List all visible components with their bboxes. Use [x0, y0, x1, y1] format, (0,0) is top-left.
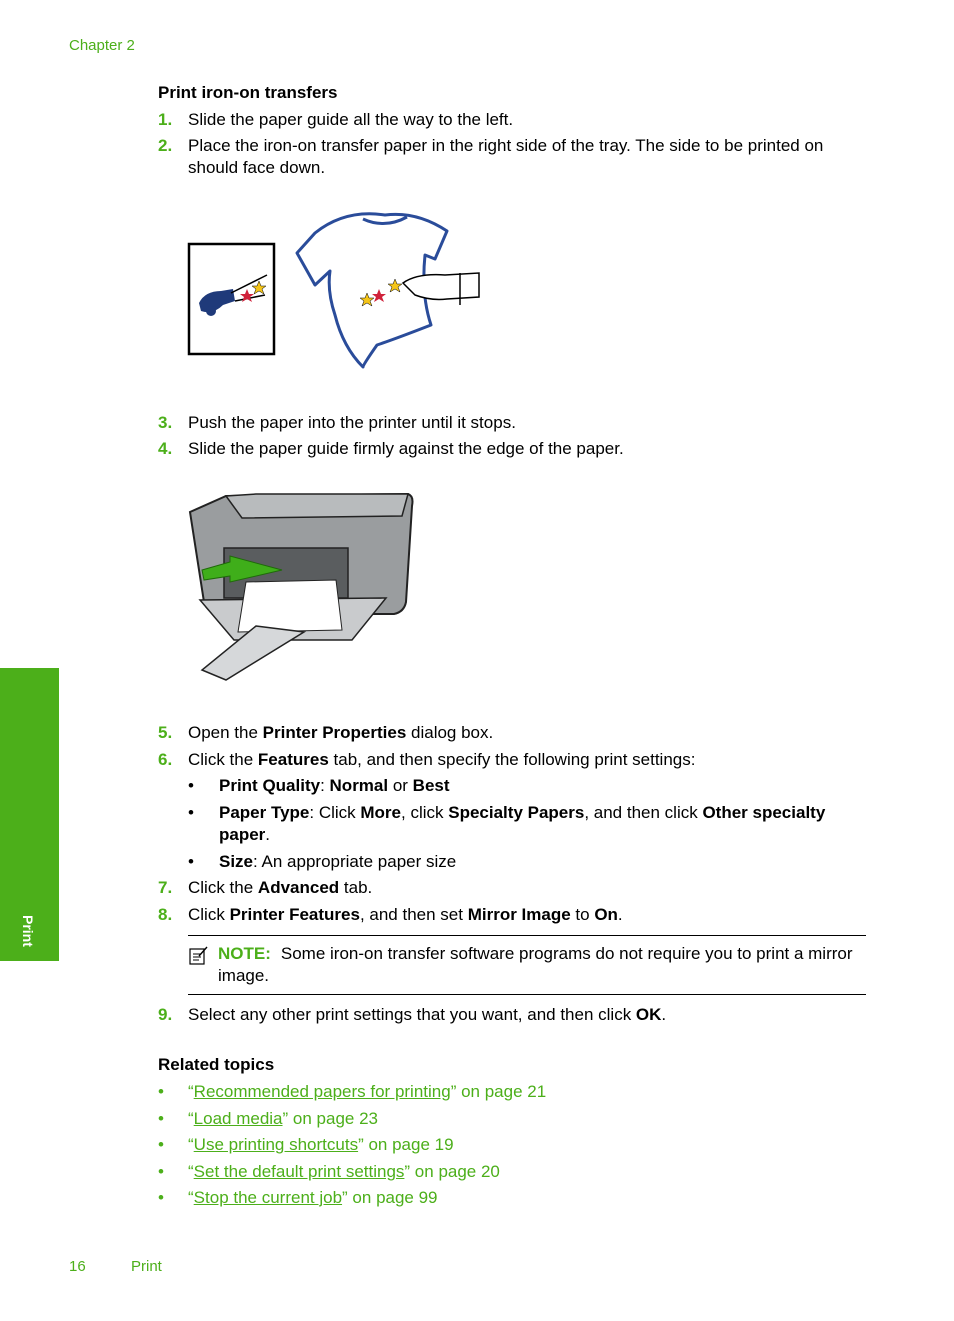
step-1: [158, 109, 868, 131]
text-segment: ” on page 21: [450, 1082, 547, 1101]
note-label: NOTE:: [218, 944, 271, 963]
related-link[interactable]: Load media: [193, 1109, 283, 1128]
related-item: [158, 1108, 858, 1130]
bullet-dot: •: [188, 776, 194, 795]
step-number: 7.: [158, 878, 173, 897]
text-segment: tab.: [339, 878, 373, 897]
step-text: [188, 749, 868, 771]
text-segment: Open the: [188, 723, 263, 742]
bold-term: Normal: [329, 776, 389, 795]
text-segment: dialog box.: [406, 723, 494, 742]
step-text: Slide the paper guide firmly against the edge of the paper.: [188, 439, 624, 458]
step-3: [158, 412, 868, 434]
footer-section: Print: [131, 1258, 162, 1275]
text-segment: tab, and then specify the following print settings:: [328, 750, 696, 769]
note-icon: [188, 946, 208, 966]
bold-term: Features: [257, 750, 329, 769]
related-item: [158, 1134, 858, 1156]
related-item: [158, 1081, 858, 1103]
text-segment: ” on page 99: [342, 1188, 438, 1207]
text-segment: , click: [401, 803, 449, 822]
step-7: [158, 877, 868, 899]
bold-term: Print Quality: [219, 776, 321, 795]
bold-term: More: [360, 803, 402, 822]
bold-term: Mirror Image: [467, 905, 571, 924]
step-text: [188, 1004, 868, 1026]
bullet-size: [188, 851, 868, 873]
related-link[interactable]: Recommended papers for printing: [193, 1082, 451, 1101]
page-number: 16: [69, 1258, 86, 1275]
related-link[interactable]: Use printing shortcuts: [193, 1135, 359, 1154]
text-segment: to: [570, 905, 595, 924]
related-topics-title: Related topics: [158, 1055, 275, 1074]
text-segment: ” on page 20: [404, 1162, 500, 1181]
related-item: [158, 1161, 858, 1183]
step-number: 6.: [158, 750, 173, 769]
text-segment: Click: [188, 905, 230, 924]
text-segment: Click the: [188, 750, 258, 769]
bullet-text: [219, 851, 868, 873]
step-8: [158, 904, 868, 926]
bullet-dot: •: [158, 1082, 164, 1101]
text-segment: “: [188, 1135, 194, 1154]
printer-lid: [226, 494, 408, 518]
step-number: 5.: [158, 723, 173, 742]
related-text: [188, 1161, 858, 1183]
bullet-dot: •: [158, 1188, 164, 1207]
text-segment: or: [388, 776, 413, 795]
step-text: [188, 877, 868, 899]
iron-on-illustration: [185, 205, 485, 375]
text-segment: “: [188, 1109, 194, 1128]
step-number: 1.: [158, 110, 173, 129]
bullet-print-quality: [188, 775, 868, 797]
text-segment: “: [188, 1082, 194, 1101]
bold-term: Advanced: [257, 878, 340, 897]
related-text: [188, 1187, 858, 1209]
step-text: Push the paper into the printer until it stops.: [188, 413, 516, 432]
text-segment: ” on page 19: [358, 1135, 454, 1154]
section-title: Print iron-on transfers: [158, 83, 338, 102]
text-segment: Select any other print settings that you want, and then click: [188, 1005, 636, 1024]
related-link[interactable]: Set the default print settings: [193, 1162, 405, 1181]
step-number: 2.: [158, 136, 173, 155]
side-tab-label: Print: [20, 915, 36, 947]
related-text: [188, 1134, 858, 1156]
bullet-dot: •: [188, 852, 194, 871]
bullet-dot: •: [158, 1162, 164, 1181]
paper-sheet: [238, 580, 342, 632]
step-number: 9.: [158, 1005, 173, 1024]
step-text: [188, 722, 868, 744]
bold-term: Printer Features: [229, 905, 360, 924]
related-text: [188, 1108, 858, 1130]
text-segment: :: [320, 776, 330, 795]
text-segment: .: [661, 1005, 667, 1024]
bold-term: On: [594, 905, 618, 924]
bullet-dot: •: [158, 1109, 164, 1128]
bold-term: Specialty Papers: [448, 803, 585, 822]
step-number: 3.: [158, 413, 173, 432]
bold-term: Paper Type: [219, 803, 310, 822]
text-segment: “: [188, 1188, 194, 1207]
related-item: [158, 1187, 858, 1209]
text-segment: , and then click: [584, 803, 703, 822]
note-box: [188, 935, 866, 995]
text-segment: .: [265, 825, 271, 844]
step-text: [188, 904, 868, 926]
related-text: [188, 1081, 858, 1103]
text-segment: : An appropriate paper size: [253, 852, 457, 871]
bold-term: Size: [219, 852, 254, 871]
note-body: Some iron-on transfer software programs do not require you to print a mirror image.: [218, 944, 853, 985]
bold-term: OK: [635, 1005, 662, 1024]
text-segment: .: [617, 905, 623, 924]
chapter-header: Chapter 2: [69, 37, 135, 54]
output-extender: [202, 626, 304, 680]
bullet-dot: •: [158, 1135, 164, 1154]
step-9: [158, 1004, 868, 1026]
bullet-text: [219, 775, 868, 797]
step-6: [158, 749, 868, 771]
bold-term: Other specialty paper: [219, 803, 826, 844]
step-number: 4.: [158, 439, 173, 458]
text-segment: “: [188, 1162, 194, 1181]
step-4: [158, 438, 868, 460]
text-segment: ” on page 23: [282, 1109, 378, 1128]
bold-term: Best: [412, 776, 450, 795]
step-5: [158, 722, 868, 744]
step-2: [158, 135, 868, 179]
step-text: Slide the paper guide all the way to the left.: [188, 110, 514, 129]
step-number: 8.: [158, 905, 173, 924]
bullet-text: [219, 802, 868, 846]
bullet-paper-type: [188, 802, 868, 846]
text-segment: : Click: [309, 803, 361, 822]
bullet-dot: •: [188, 803, 194, 822]
printer-illustration: [186, 490, 418, 686]
iron-dot: [206, 306, 216, 316]
text-segment: , and then set: [359, 905, 468, 924]
note-text: [218, 943, 858, 987]
bold-term: Printer Properties: [262, 723, 407, 742]
step-text: Place the iron-on transfer paper in the right side of the tray. The side to be printed on should face down.: [188, 136, 824, 177]
related-link[interactable]: Stop the current job: [193, 1188, 343, 1207]
text-segment: Click the: [188, 878, 258, 897]
